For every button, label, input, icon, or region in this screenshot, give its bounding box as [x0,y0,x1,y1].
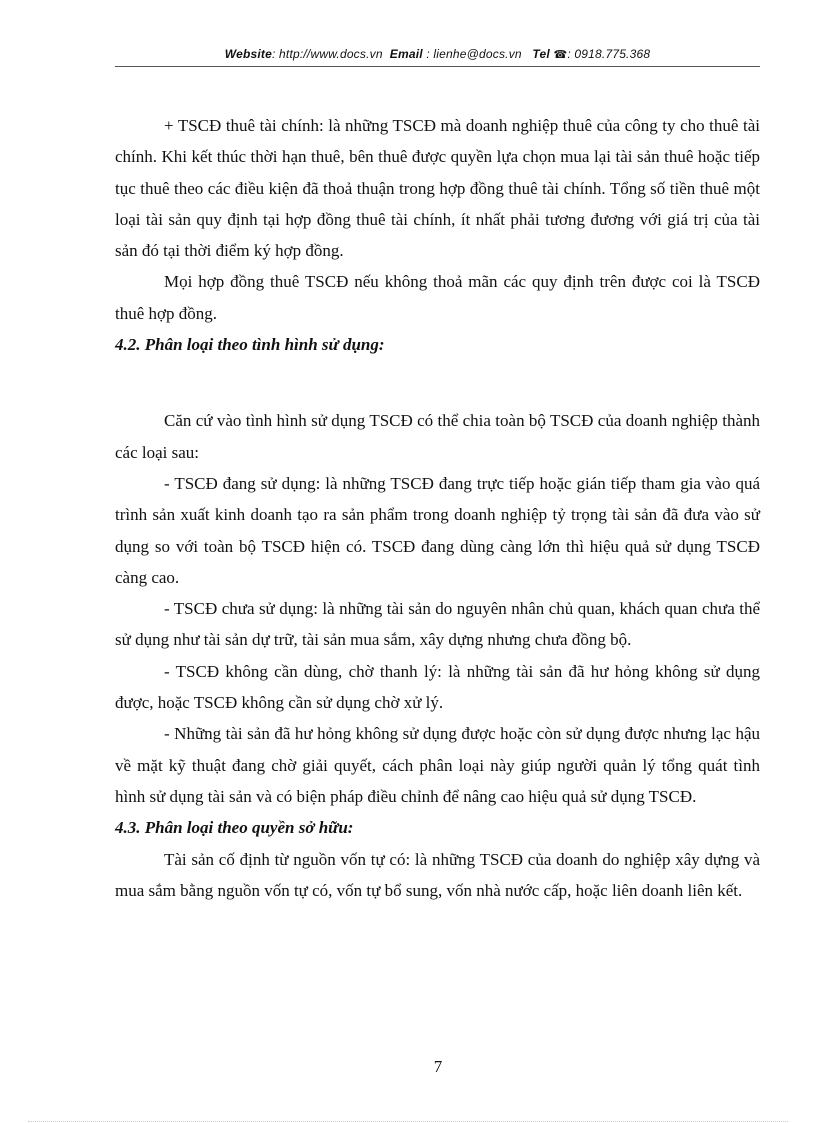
paragraph-in-use: - TSCĐ đang sử dụng: là những TSCĐ đang trực tiếp hoặc gián tiếp tham gia vào quá trình sản xuất kinh doanh tạo ra sản phẩm trong doanh nghiệp tỷ trọng tài sản đã đưa vào sử dụng so với toàn bộ TSCĐ hiện có. TSCĐ đang dùng càng lớn thì hiệu quả sử dụng TSCĐ càng cao. [115,473,760,587]
footer-divider [28,1121,788,1122]
blank-line [115,360,760,405]
paragraph-own-capital: Tài sản cố định từ nguồn vốn tự có: là những TSCĐ của doanh do nghiệp xây dựng và mua sắm bằng nguồn vốn tự có, vốn tự bổ sung, vốn nhà nước cấp, hoặc liên doanh liên kết. [115,849,760,900]
page-header [115,47,760,61]
email-label: Email [389,47,423,61]
telephone-icon: ☎ [553,49,568,61]
header-divider [115,66,760,67]
website-url: : http://www.docs.vn [271,47,383,61]
paragraph-lease-contract: Mọi hợp đồng thuê TSCĐ nếu không thoả mãn các quy định trên được coi là TSCĐ thuê hợp đồng. [115,272,760,323]
paragraph-usage-intro: Căn cứ vào tình hình sử dụng TSCĐ có thể chia toàn bộ TSCĐ của doanh nghiệp thành các loại sau: [115,411,760,462]
paragraph-not-used: - TSCĐ chưa sử dụng: là những tài sản do nguyên nhân chủ quan, khách quan chưa thể sử dụng như tài sản dự trữ, tài sản mua sắm, xây dựng nhưng chưa đồng bộ. [115,599,760,650]
paragraph-damaged-assets: - Những tài sản đã hư hỏng không sử dụng được hoặc còn sử dụng được nhưng lạc hậu về mặt kỹ thuật đang chờ giải quyết, cách phân loại này giúp người quản lý tổng quát tình hình sử dụng tài sản và có biện pháp điều chỉnh để nâng cao hiệu quả sử dụng TSCĐ. [115,724,760,806]
email-value: : lienhe@docs.vn [426,47,522,61]
page-number: 7 [433,1057,443,1076]
tel-label: Tel [532,47,550,61]
paragraph-awaiting-disposal: - TSCĐ không cần dùng, chờ thanh lý: là những tài sản đã hư hỏng không sử dụng được, hoặc TSCĐ không cần sử dụng chờ xử lý. [115,661,760,713]
paragraph-finance-lease: + TSCĐ thuê tài chính: là những TSCĐ mà doanh nghiệp thuê của công ty cho thuê tài chính. Khi kết thúc thời hạn thuê, bên thuê được quyền lựa chọn mua lại tài sản thuê hoặc tiếp tục thuê theo các điều kiện đã thoả thuận trong hợp đồng thuê tài chính. Tổng số tiền thuê một loại tài sản quy định tại hợp đồng thuê tài chính, ít nhất phải tương đương với giá trị của tài sản đó tại thời điểm ký hợp đồng. [115,116,760,261]
heading-4-2: 4.2. Phân loại theo tình hình sử dụng: [115,335,385,355]
document-body [115,110,760,906]
heading-4-3: 4.3. Phân loại theo quyền sở hữu: [115,818,354,838]
website-label: Website [224,47,272,61]
tel-value: : 0918.775.368 [567,47,651,61]
